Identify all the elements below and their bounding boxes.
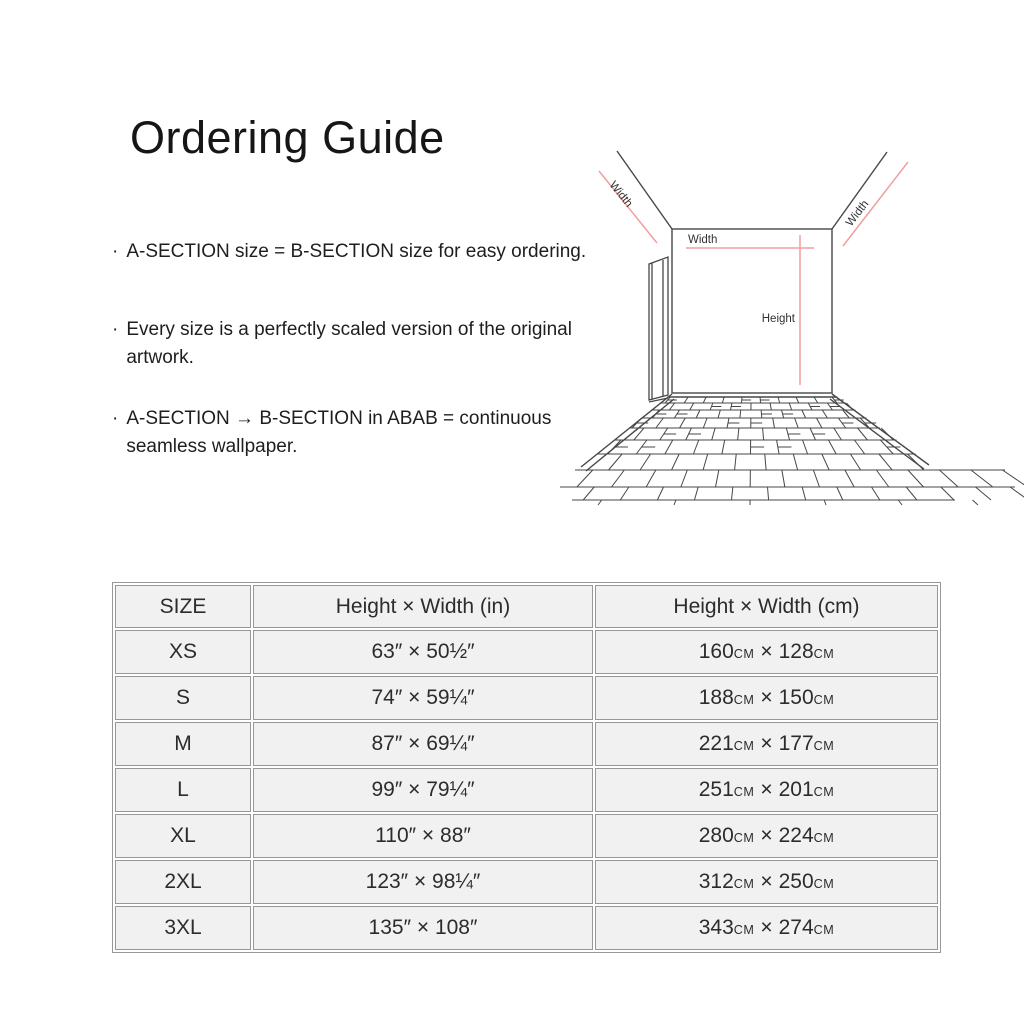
- cm-unit: CM: [733, 831, 755, 845]
- header-cm: Height × Width (cm): [595, 585, 938, 628]
- size-cell: M: [115, 722, 251, 766]
- cm-unit: CM: [733, 923, 755, 937]
- table-row: [115, 860, 938, 904]
- cm-unit: CM: [733, 739, 755, 753]
- inches-cell: 123″ × 98¼″: [253, 860, 593, 904]
- bullet-text: Every size is a perfectly scaled version of the original artwork.: [126, 319, 572, 368]
- bullet-text: A-SECTION → B-SECTION in ABAB = continuous seamless wallpaper.: [126, 408, 552, 457]
- cm-cell: [595, 814, 938, 858]
- cm-height-value: 221: [698, 732, 734, 755]
- size-cell: 2XL: [115, 860, 251, 904]
- bullet-marker: ·: [112, 319, 119, 340]
- cm-width-value: 250: [778, 870, 814, 893]
- cm-unit: CM: [813, 739, 835, 753]
- bullet-text: A-SECTION size = B-SECTION size for easy ordering.: [126, 241, 587, 262]
- cm-unit: CM: [813, 785, 835, 799]
- height-label-back-wall: Height: [761, 313, 795, 325]
- cm-width-value: 224: [778, 824, 814, 847]
- size-cell: S: [115, 676, 251, 720]
- page-title: Ordering Guide: [130, 112, 445, 163]
- door-lines: [649, 257, 668, 402]
- cm-height-value: 312: [698, 870, 734, 893]
- cm-unit: CM: [813, 831, 835, 845]
- cm-cell: [595, 906, 938, 950]
- multiply-sign: ×: [760, 778, 773, 801]
- table-row: [115, 814, 938, 858]
- multiply-sign: ×: [760, 870, 773, 893]
- multiply-sign: ×: [760, 686, 773, 709]
- cm-height-value: 251: [698, 778, 734, 801]
- cm-width-value: 177: [778, 732, 814, 755]
- table-row: [115, 630, 938, 674]
- size-chart-table: [112, 582, 941, 953]
- bullet-marker: ·: [112, 241, 119, 262]
- size-cell: L: [115, 768, 251, 812]
- cm-unit: CM: [813, 647, 835, 661]
- cm-width-value: 201: [778, 778, 814, 801]
- cm-cell: [595, 860, 938, 904]
- cm-unit: CM: [733, 693, 755, 707]
- inches-cell: 110″ × 88″: [253, 814, 593, 858]
- cm-cell: [595, 768, 938, 812]
- cm-height-value: 160: [698, 640, 734, 663]
- cm-unit: CM: [733, 877, 755, 891]
- width-measure-right-wall: [843, 162, 908, 246]
- floor-tile-lines: [560, 397, 1024, 505]
- size-cell: XL: [115, 814, 251, 858]
- header-inches: Height × Width (in): [253, 585, 593, 628]
- cm-cell: [595, 630, 938, 674]
- width-label-right-wall: Width: [843, 198, 872, 229]
- cm-width-value: 150: [778, 686, 814, 709]
- multiply-sign: ×: [760, 916, 773, 939]
- table-row: [115, 676, 938, 720]
- table-row: [115, 768, 938, 812]
- cm-unit: CM: [733, 647, 755, 661]
- cm-height-value: 280: [698, 824, 734, 847]
- cm-unit: CM: [733, 785, 755, 799]
- cm-cell: [595, 676, 938, 720]
- multiply-sign: ×: [760, 640, 773, 663]
- width-label-back-wall: Width: [688, 234, 718, 246]
- inches-cell: 135″ × 108″: [253, 906, 593, 950]
- multiply-sign: ×: [760, 824, 773, 847]
- inches-cell: 99″ × 79¼″: [253, 768, 593, 812]
- inches-cell: 74″ × 59¼″: [253, 676, 593, 720]
- cm-unit: CM: [813, 923, 835, 937]
- bullet-marker: ·: [112, 408, 119, 429]
- multiply-sign: ×: [760, 732, 773, 755]
- cm-cell: [595, 722, 938, 766]
- inches-cell: 87″ × 69¼″: [253, 722, 593, 766]
- cm-width-value: 128: [778, 640, 814, 663]
- cm-height-value: 188: [698, 686, 734, 709]
- width-label-left-wall: Width: [606, 179, 635, 210]
- size-cell: XS: [115, 630, 251, 674]
- table-row: [115, 906, 938, 950]
- header-size: SIZE: [115, 585, 251, 628]
- table-header-row: [115, 585, 938, 628]
- cm-height-value: 343: [698, 916, 734, 939]
- table-row: [115, 722, 938, 766]
- inches-cell: 63″ × 50½″: [253, 630, 593, 674]
- cm-unit: CM: [813, 877, 835, 891]
- cm-unit: CM: [813, 693, 835, 707]
- size-cell: 3XL: [115, 906, 251, 950]
- cm-width-value: 274: [778, 916, 814, 939]
